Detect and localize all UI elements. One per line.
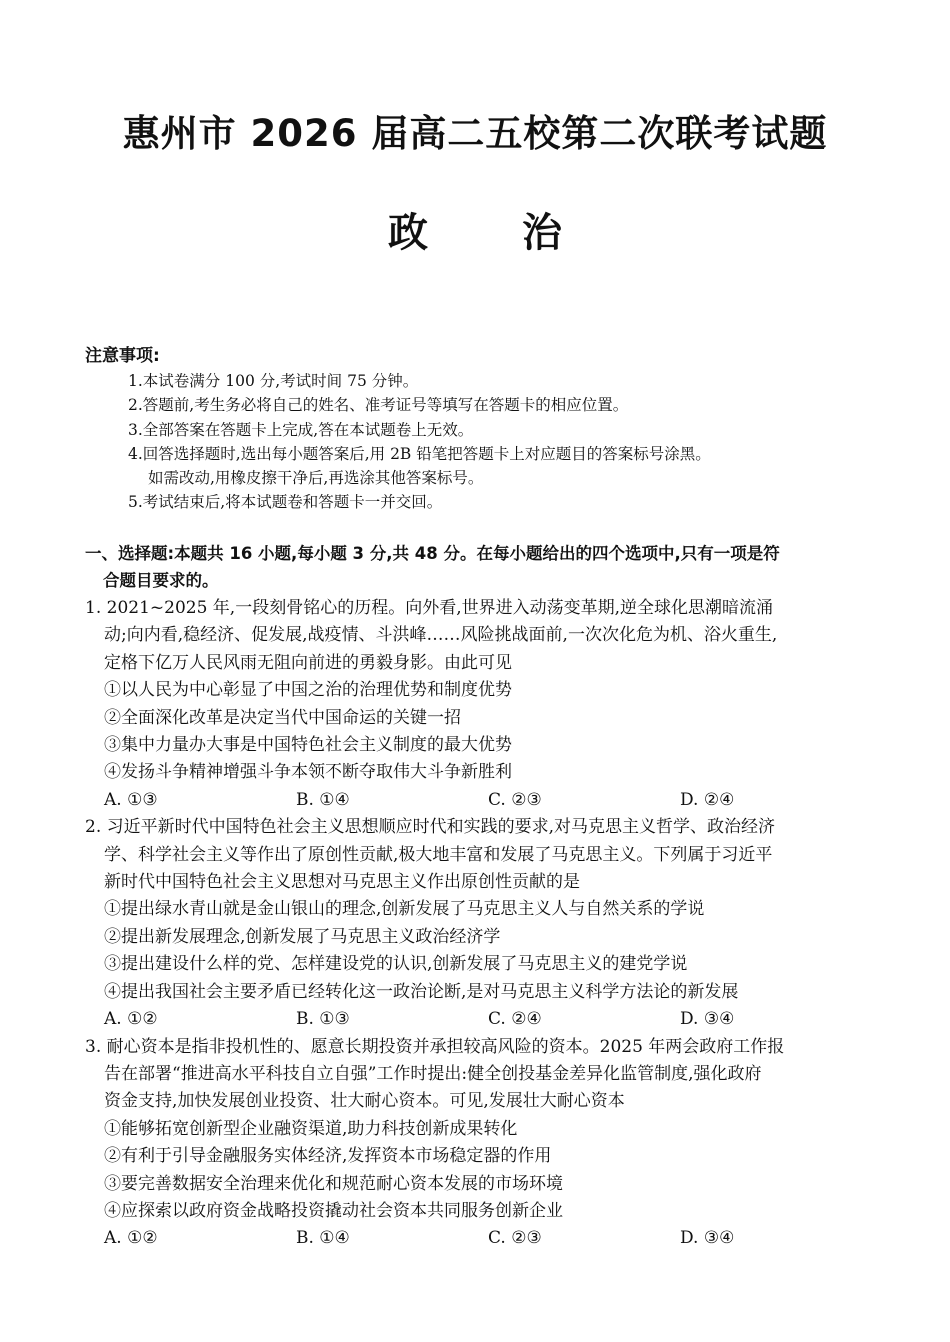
choice-a: A. ①③	[104, 789, 158, 810]
question-stem-line: 动;向内看,稳经济、促发展,战疫情、斗洪峰……风险挑战面前,一次次化危为机、浴火重生,	[104, 625, 778, 646]
section-heading-line-1: 一、选择题:本题共 16 小题,每小题 3 分,共 48 分。在每小题给出的四个选项中,只有一项是符	[85, 544, 780, 563]
answer-choices	[85, 787, 880, 814]
question-stem-line: 学、科学社会主义等作出了原创性贡献,极大地丰富和发展了马克思主义。下列属于习近平	[104, 844, 773, 865]
question-list	[85, 595, 880, 1253]
notice-heading: 注意事项:	[85, 346, 160, 366]
notice-item: 5.考试结束后,将本试题卷和答题卡一并交回。	[128, 493, 443, 512]
notice-item-continuation: 如需改动,用橡皮擦干净后,再选涂其他答案标号。	[148, 469, 484, 488]
question-1	[85, 595, 880, 814]
question-statement: ③要完善数据安全治理来优化和规范耐心资本发展的市场环境	[104, 1173, 563, 1194]
question-statement: ②有利于引导金融服务实体经济,发挥资本市场稳定器的作用	[104, 1146, 552, 1167]
choice-b: B. ①④	[296, 1228, 350, 1249]
question-stem-line: 1. 2021~2025 年,一段刻骨铭心的历程。向外看,世界进入动荡变革期,逆全球化思潮暗流涌	[85, 598, 774, 618]
choice-c: C. ②③	[488, 789, 542, 810]
notice-item: 4.回答选择题时,选出每小题答案后,用 2B 铅笔把答题卡上对应题目的答案标号涂黑。	[128, 444, 711, 463]
choice-a: A. ①②	[104, 1228, 158, 1249]
question-stem-line: 2. 习近平新时代中国特色社会主义思想顺应时代和实践的要求,对马克思主义哲学、政治经济	[85, 817, 776, 838]
choice-d: D. ②④	[680, 789, 735, 810]
choice-c: C. ②④	[488, 1009, 542, 1030]
subject-char-1: 政	[388, 210, 428, 256]
choice-b: B. ①④	[296, 789, 350, 810]
section-heading-line-2: 合题目要求的。	[103, 571, 219, 590]
question-statement: ①以人民为中心彰显了中国之治的治理优势和制度优势	[104, 680, 512, 701]
question-statement: ③提出建设什么样的党、怎样建设党的认识,创新发展了马克思主义的建党学说	[104, 954, 688, 975]
answer-choices	[85, 1225, 880, 1252]
question-stem-line: 3. 耐心资本是指非投机性的、愿意长期投资并承担较高风险的资本。2025 年两会政府工作报	[85, 1036, 785, 1057]
question-statement: ④应探索以政府资金战略投资撬动社会资本共同服务创新企业	[104, 1200, 563, 1221]
choice-b: B. ①③	[296, 1009, 350, 1030]
subject-heading	[0, 208, 950, 258]
question-stem-line: 新时代中国特色社会主义思想对马克思主义作出原创性贡献的是	[104, 872, 580, 893]
question-statement: ④提出我国社会主要矛盾已经转化这一政治论断,是对马克思主义科学方法论的新发展	[104, 981, 739, 1002]
notice-item: 2.答题前,考生务必将自己的姓名、准考证号等填写在答题卡的相应位置。	[128, 396, 629, 415]
exam-title: 惠州市 2026 届高二五校第二次联考试题	[122, 112, 828, 155]
question-statement: ②提出新发展理念,创新发展了马克思主义政治经济学	[104, 926, 501, 947]
section-heading	[85, 540, 885, 594]
notice-list	[128, 369, 888, 515]
question-statement: ②全面深化改革是决定当代中国命运的关键一招	[104, 707, 461, 728]
question-stem-line: 资金支持,加快发展创业投资、壮大耐心资本。可见,发展壮大耐心资本	[104, 1091, 625, 1112]
question-2	[85, 814, 880, 1033]
question-statement: ④发扬斗争精神增强斗争本领不断夺取伟大斗争新胜利	[104, 762, 512, 783]
question-statement: ③集中力量办大事是中国特色社会主义制度的最大优势	[104, 735, 512, 756]
question-statement: ①能够拓宽创新型企业融资渠道,助力科技创新成果转化	[104, 1118, 518, 1139]
answer-choices	[85, 1006, 880, 1033]
subject-char-2: 治	[522, 210, 562, 256]
question-stem-line: 告在部署“推进高水平科技自立自强”工作时提出:健全创投基金差异化监管制度,强化政府	[104, 1063, 762, 1084]
choice-d: D. ③④	[680, 1009, 735, 1030]
question-3	[85, 1034, 880, 1253]
choice-d: D. ③④	[680, 1228, 735, 1249]
question-statement: ①提出绿水青山就是金山银山的理念,创新发展了马克思主义人与自然关系的学说	[104, 899, 705, 920]
question-stem-line: 定格下亿万人民风雨无阻向前进的勇毅身影。由此可见	[104, 652, 512, 673]
choice-c: C. ②③	[488, 1228, 542, 1249]
notice-item: 1.本试卷满分 100 分,考试时间 75 分钟。	[128, 372, 419, 390]
notice-item: 3.全部答案在答题卡上完成,答在本试题卷上无效。	[128, 420, 474, 439]
choice-a: A. ①②	[104, 1009, 158, 1030]
